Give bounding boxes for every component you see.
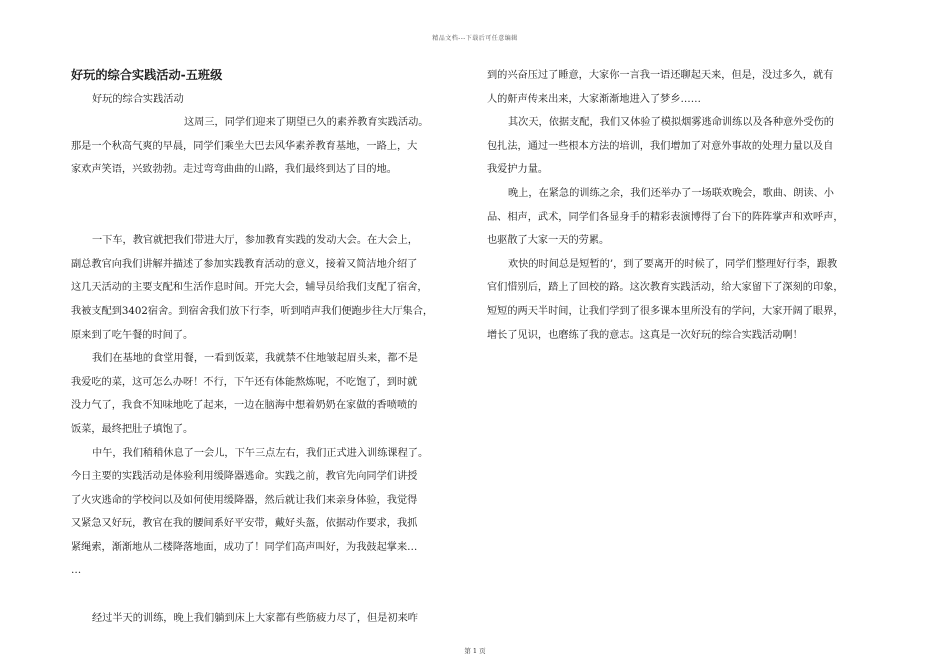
- page-header-note: 精品文档---下载后可任意编辑: [432, 35, 518, 42]
- text-line: 又紧急又好玩，教官在我的腰间系好平安带，戴好头盔，依据动作要求，我抓: [71, 518, 418, 530]
- text-line: 晚上，在紧急的训练之余，我们还举办了一场联欢晚会，歌曲、朗读、小: [508, 187, 834, 199]
- right-column: [487, 64, 879, 347]
- page-number: 第 1 页: [464, 647, 486, 655]
- text-line: 也驱散了大家一天的劳累。: [487, 235, 610, 247]
- text-line: 短短的两天半时间，让我们学到了很多课本里所没有的学问，大家开阔了眼界，: [487, 305, 844, 317]
- text-line: 家欢声笑语，兴致勃勃。走过弯弯曲曲的山路，我们最终到达了目的地。: [71, 164, 397, 176]
- text-line: 品、相声，武术，同学们各显身手的精彩表演博得了台下的阵阵掌声和欢呼声，: [487, 211, 844, 223]
- text-line: 那是一个秋高气爽的早晨，同学们乘坐大巴去风华素养教育基地，一路上，大: [71, 140, 418, 152]
- text-line: 欢快的时间总是短暂的’，到了要离开的时候了，同学们整理好行李，跟教: [508, 258, 838, 270]
- text-line: 其次天，依据支配，我们又体验了模拟烟雾逃命训练以及各种意外受伤的: [508, 117, 834, 129]
- text-line: 紧绳索，渐渐地从二楼降落地面，成功了！同学们高声叫好，为我鼓起掌来…: [71, 541, 418, 553]
- left-body-text: [71, 111, 467, 630]
- text-line: 我爱护力量。: [487, 164, 549, 176]
- document-subtitle: 好玩的综合实践活动: [92, 93, 184, 105]
- text-line: 经过半天的训练，晚上我们躺到床上大家都有些筋疲力尽了，但是初来咋: [92, 612, 418, 624]
- text-line: 饭菜，最终把肚子填饱了。: [71, 423, 194, 435]
- text-line: 这周三，同学们迎来了期望已久的素养教育实践活动。: [184, 117, 429, 129]
- text-line: 我们在基地的食堂用餐，一看到饭菜，我就禁不住地皱起眉头来，都不是: [92, 353, 418, 365]
- text-line: 原来到了吃午餐的时间了。: [71, 329, 194, 341]
- text-line: [71, 206, 467, 230]
- text-line: 我爱吃的菜，这可怎么办呀！不行，下午还有体能熬炼呢，不吃饱了，到时就: [71, 376, 418, 388]
- text-line: 包扎法，通过一些根本方法的培训，我们增加了对意外事故的处理力量以及自: [487, 140, 834, 152]
- left-column: [71, 64, 467, 630]
- text-line: 我被支配到3402宿舍。到宿舍我们放下行李，听到哨声我们便跑步往大厅集合，: [71, 305, 434, 317]
- text-line: 了火灾逃命的学校问以及如何使用缓降器，然后就让我们来亲身体验，我觉得: [71, 494, 418, 506]
- text-line: [71, 182, 467, 206]
- text-line: 今日主要的实践活动是体验利用缓降器逃命。实践之前，教官先向同学们讲授: [71, 471, 418, 483]
- text-line: 中午，我们稍稍休息了一会儿，下午三点左右，我们正式进入训练课程了。: [92, 447, 429, 459]
- right-body-text: [487, 64, 879, 347]
- text-line: 副总教官向我们讲解并描述了参加实践教育活动的意义，接着又简洁地介绍了: [71, 258, 418, 270]
- text-line: 到的兴奋压过了睡意，大家你一言我一语还聊起天来，但是，没过多久，就有: [487, 70, 834, 81]
- text-line: 一下车，教官就把我们带进大厅，参加教育实践的发动大会。在大会上，: [92, 235, 418, 247]
- text-line: 人的鼾声传来出来，大家渐渐地进入了梦乡……: [487, 93, 701, 105]
- document-title: 好玩的综合实践活动-五班级: [71, 68, 223, 82]
- text-line: 没力气了，我食不知味地吃了起来，一边在脑海中想着奶奶在家做的香喷喷的: [71, 400, 418, 412]
- text-line: 增长了见识，也磨练了我的意志。这真是一次好玩的综合实践活动啊！: [487, 329, 803, 341]
- text-line: 这几天活动的主要支配和生活作息时间。开完大会，辅导员给我们支配了宿舍，: [71, 282, 428, 294]
- text-line: 官们惜别后，踏上了回校的路。这次教育实践活动，给大家留下了深刻的印象，: [487, 282, 844, 294]
- text-line: [71, 583, 467, 607]
- text-line: …: [71, 565, 82, 577]
